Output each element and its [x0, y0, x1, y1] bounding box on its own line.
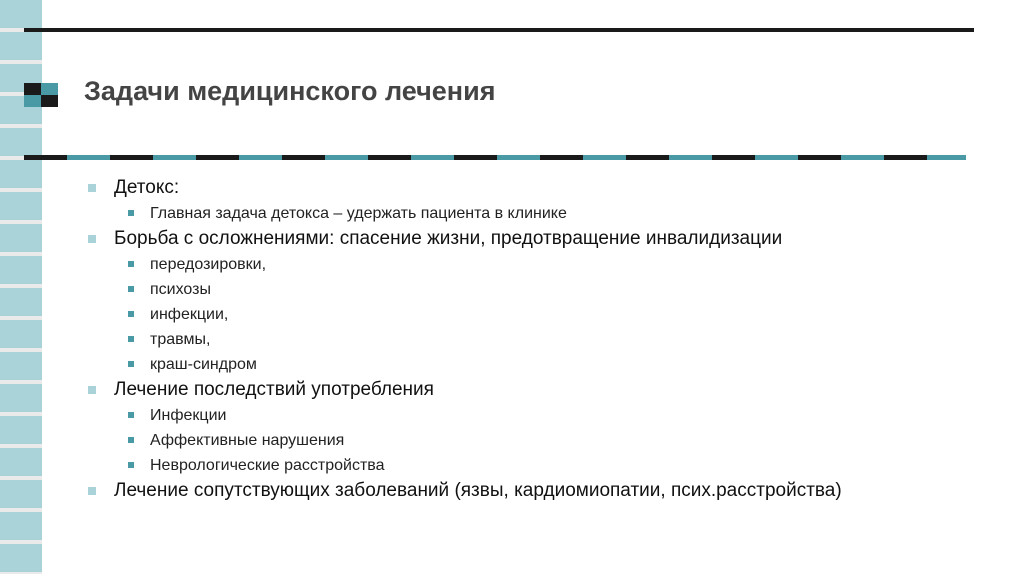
- sub-bullet-icon: [128, 261, 134, 267]
- list-item: [84, 377, 1004, 402]
- sub-list-item: [84, 428, 1004, 453]
- sub-list-item: [84, 201, 1004, 226]
- sub-list-item: [84, 352, 1004, 377]
- sub-list-item-text: Главная задача детокса – удержать пациента в клинике: [150, 205, 567, 222]
- sub-list-item: [84, 302, 1004, 327]
- sub-list-item-text: инфекции,: [150, 306, 229, 323]
- list-item-text: Борьба с осложнениями: спасение жизни, предотвращение инвалидизации: [114, 228, 783, 249]
- sub-bullet-icon: [128, 361, 134, 367]
- title-decoration-icon: [24, 83, 58, 107]
- sub-list-item: [84, 252, 1004, 277]
- list-item: [84, 478, 1004, 503]
- sub-list-item-text: краш-синдром: [150, 356, 257, 373]
- bullet-list: [84, 175, 1004, 503]
- sub-list-item-text: психозы: [150, 281, 211, 298]
- sub-list-item-text: передозировки,: [150, 256, 267, 273]
- slide-title: Задачи медицинского лечения: [84, 76, 496, 106]
- title-divider: [24, 155, 966, 160]
- list-item-text: Детокс:: [114, 177, 180, 198]
- sub-bullet-icon: [128, 210, 134, 216]
- list-item: [84, 226, 1004, 251]
- list-item-text: Лечение сопутствующих заболеваний (язвы, кардиомиопатии, псих.расстройства): [114, 480, 842, 501]
- sub-bullet-icon: [128, 336, 134, 342]
- sub-bullet-icon: [128, 462, 134, 468]
- bullet-icon: [88, 487, 96, 495]
- sub-list-item: [84, 327, 1004, 352]
- sub-bullet-icon: [128, 437, 134, 443]
- bullet-icon: [88, 184, 96, 192]
- sub-bullet-icon: [128, 286, 134, 292]
- slide-content: [84, 175, 1004, 504]
- bullet-icon: [88, 235, 96, 243]
- sub-list-item-text: Аффективные нарушения: [150, 432, 345, 449]
- sub-list-item: [84, 403, 1004, 428]
- sub-list-item-text: Неврологические расстройства: [150, 457, 385, 474]
- top-rule: [24, 28, 974, 32]
- list-item: [84, 175, 1004, 200]
- sub-bullet-icon: [128, 412, 134, 418]
- sub-list-item-text: травмы,: [150, 331, 211, 348]
- sub-list-item: [84, 277, 1004, 302]
- list-item-text: Лечение последствий употребления: [114, 379, 434, 400]
- sub-list-item-text: Инфекции: [150, 407, 227, 424]
- bullet-icon: [88, 386, 96, 394]
- sub-list-item: [84, 453, 1004, 478]
- sub-bullet-icon: [128, 311, 134, 317]
